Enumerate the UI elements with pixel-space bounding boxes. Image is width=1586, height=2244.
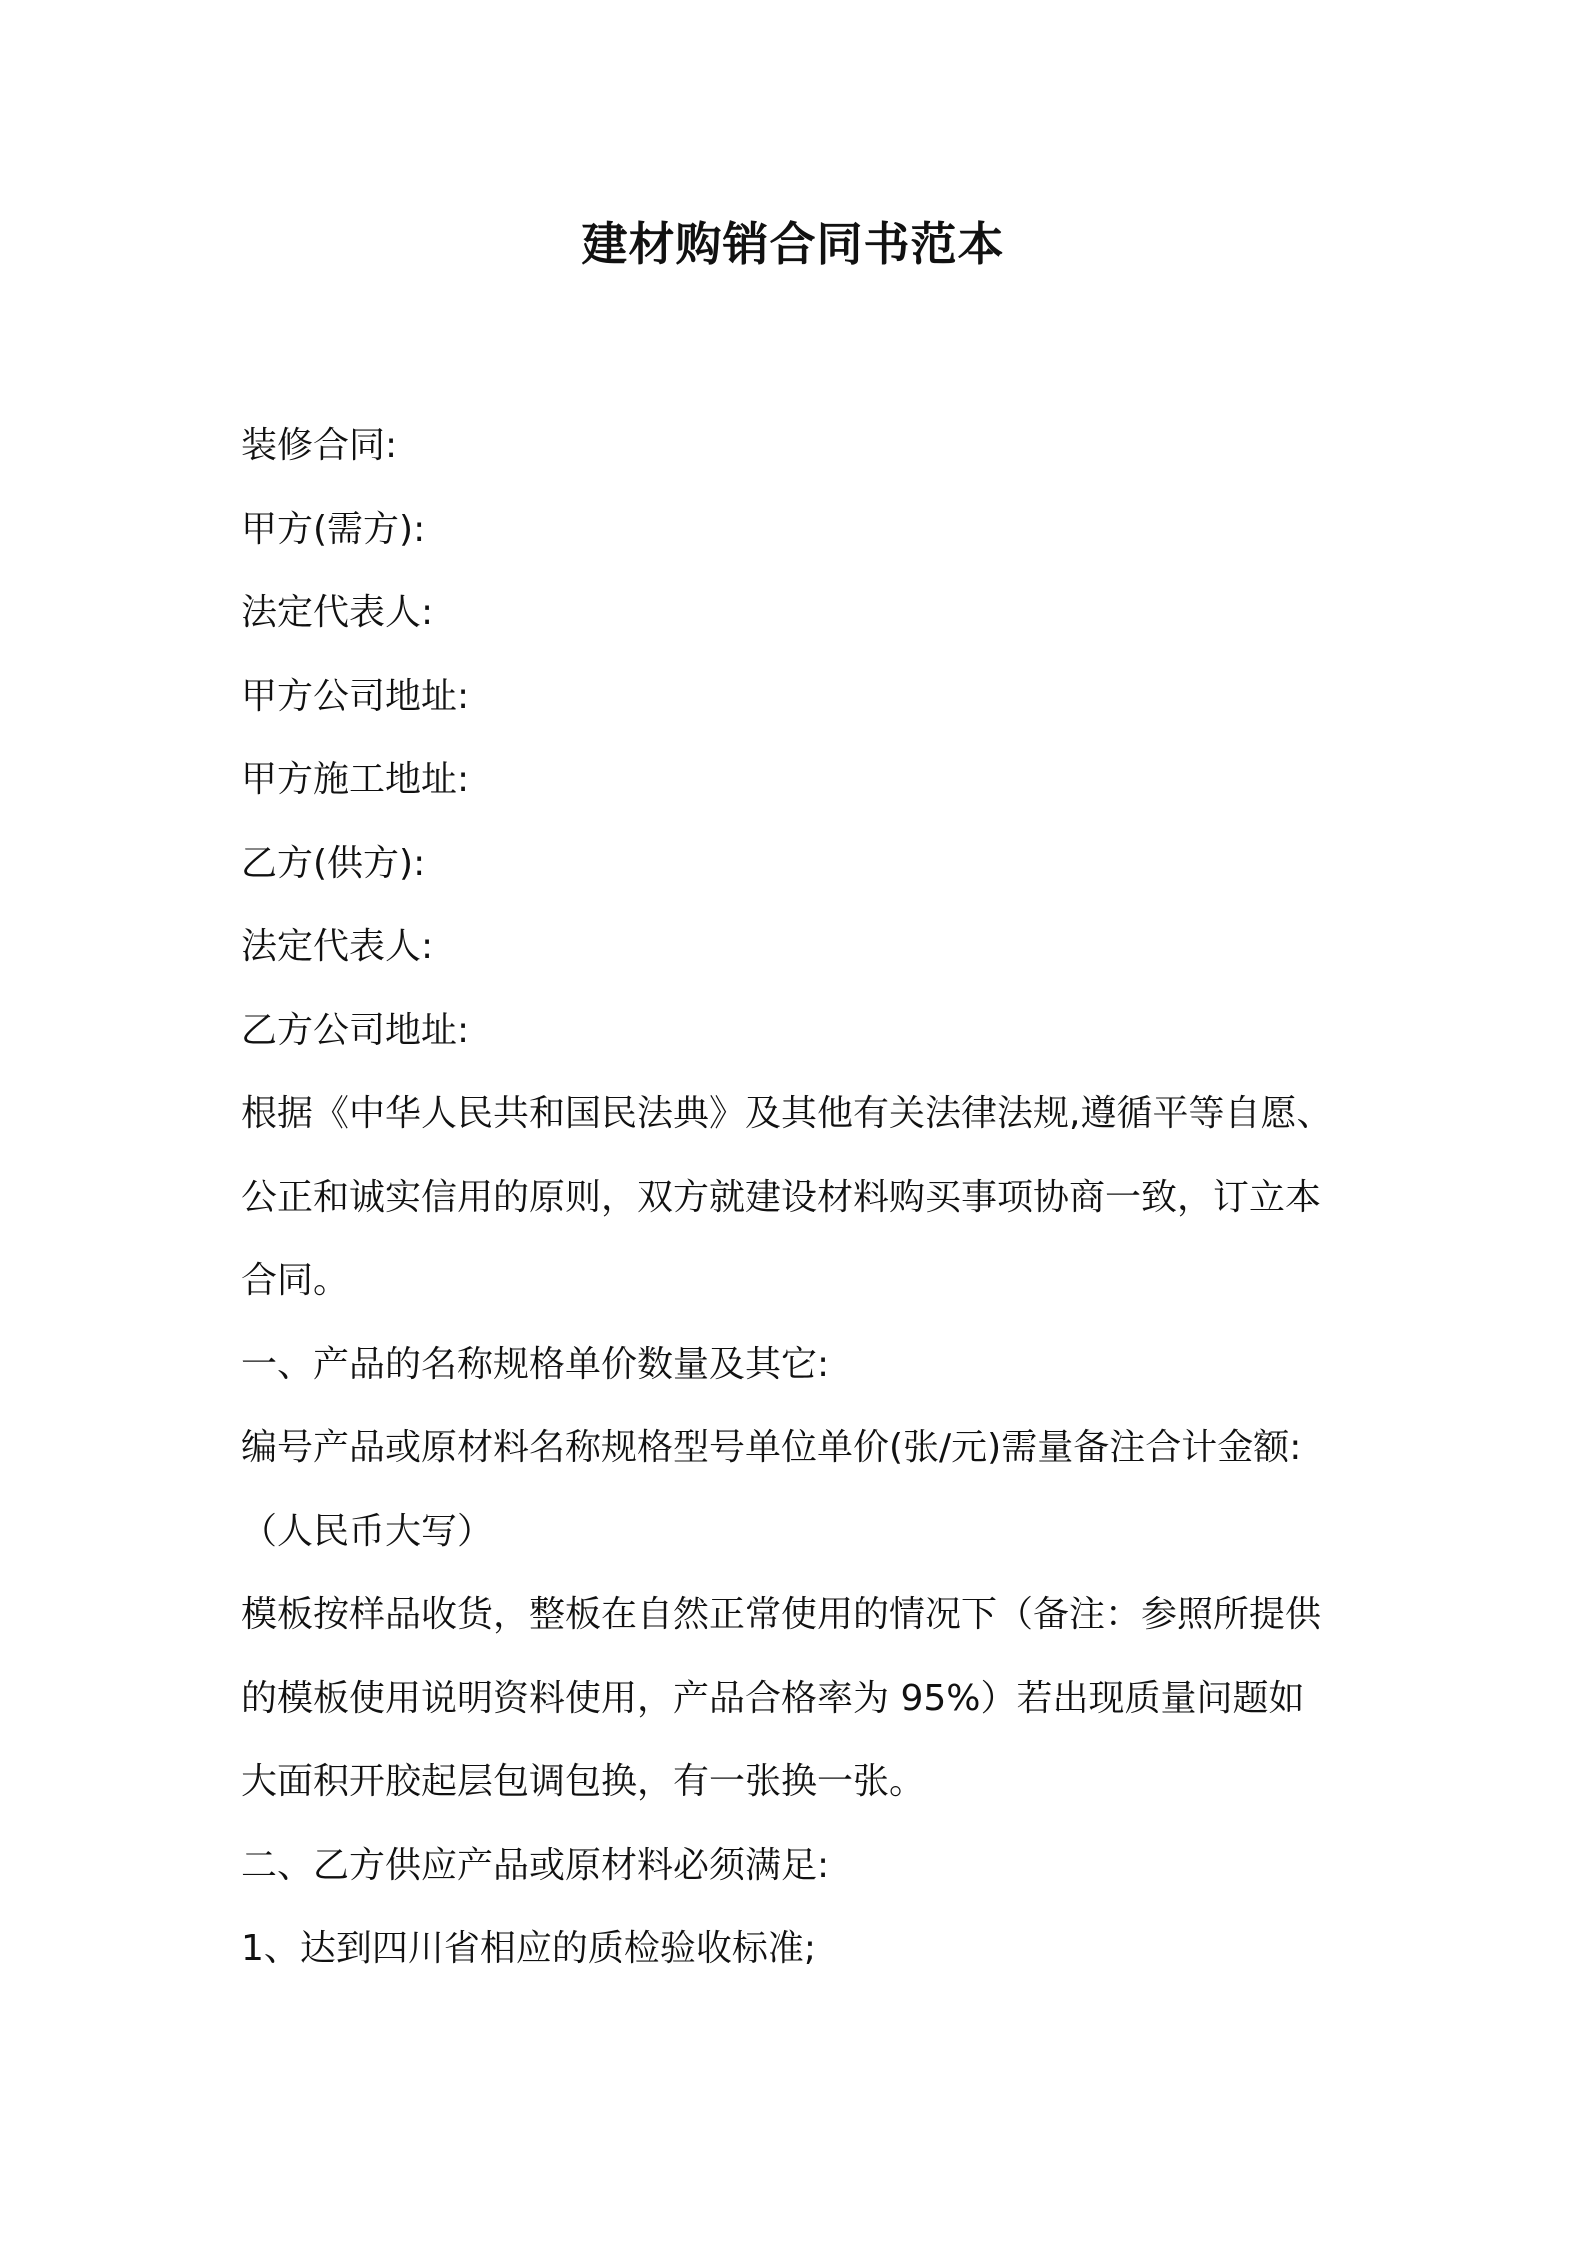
requirement-item: 1、达到四川省相应的质检验收标准; bbox=[241, 1928, 817, 1969]
preamble-line: 公正和诚实信用的原则，双方就建设材料购买事项协商一致，订立本 bbox=[241, 1176, 1322, 1218]
party-b-representative: 法定代表人: bbox=[241, 926, 434, 967]
amount-in-words-label: （人民币大写） bbox=[241, 1510, 494, 1552]
preamble-line: 合同。 bbox=[241, 1260, 350, 1301]
quality-clause-line: 大面积开胶起层包调包换，有一张换一张。 bbox=[241, 1761, 926, 1802]
party-b-company-address: 乙方公司地址: bbox=[241, 1009, 470, 1051]
party-a-company-address: 甲方公司地址: bbox=[241, 675, 470, 717]
party-a-construction-address: 甲方施工地址: bbox=[241, 759, 470, 800]
contract-label: 装修合同: bbox=[241, 425, 398, 466]
document-body bbox=[241, 404, 1356, 1991]
section-1-heading: 一、产品的名称规格单价数量及其它: bbox=[241, 1343, 830, 1385]
party-a-label: 甲方(需方): bbox=[241, 508, 426, 550]
preamble-line: 根据《中华人民共和国民法典》及其他有关法律法规,遵循平等自愿、 bbox=[241, 1093, 1333, 1134]
party-a-representative: 法定代表人: bbox=[241, 592, 434, 633]
document-title: 建材购销合同书范本 bbox=[581, 217, 1005, 271]
quality-clause-line: 的模板使用说明资料使用，产品合格率为 95%）若出现质量问题如 bbox=[241, 1677, 1305, 1719]
party-b-label: 乙方(供方): bbox=[241, 842, 426, 884]
section-2-heading: 二、乙方供应产品或原材料必须满足: bbox=[241, 1844, 830, 1886]
quality-clause-line: 模板按样品收货，整板在自然正常使用的情况下（备注：参照所提供 bbox=[241, 1594, 1322, 1635]
product-table-header: 编号产品或原材料名称规格型号单位单价(张/元)需量备注合计金额: bbox=[241, 1427, 1302, 1468]
